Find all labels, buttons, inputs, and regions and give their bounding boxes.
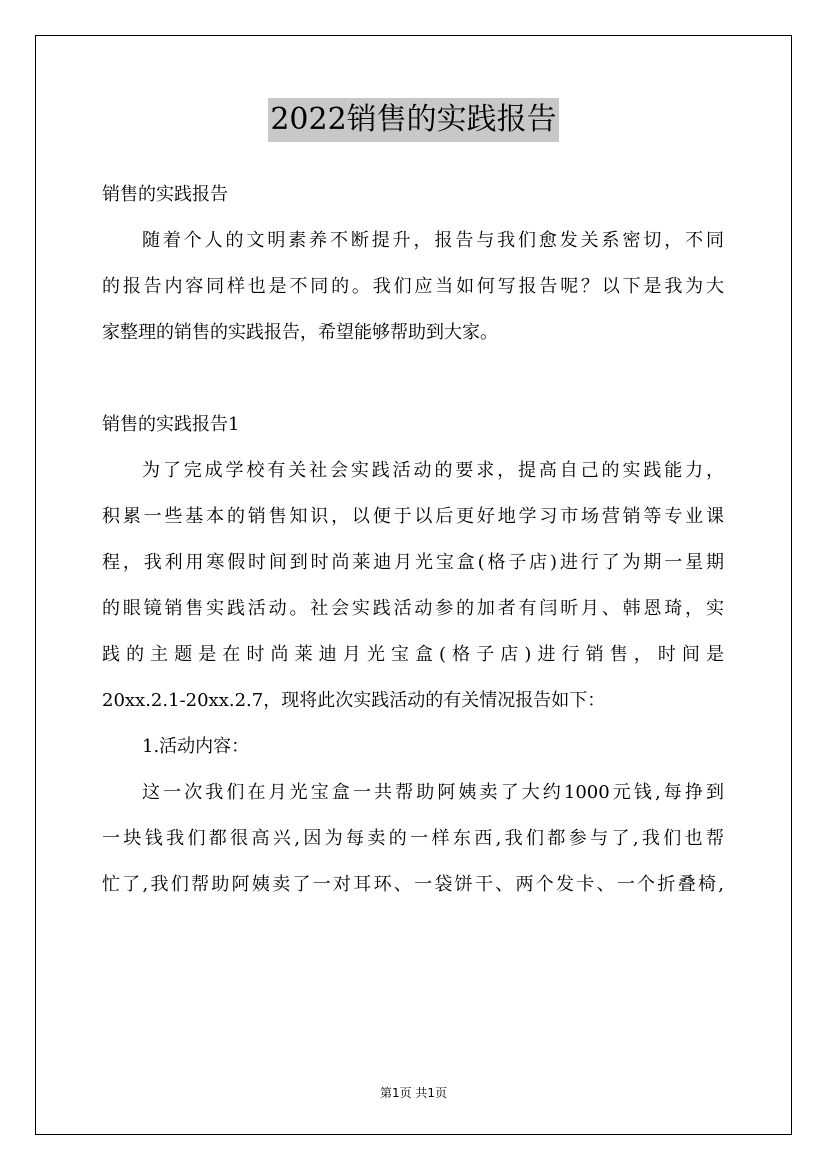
paragraph-line: 忙了,我们帮助阿姨卖了一对耳环、一袋饼干、两个发卡、一个折叠椅, bbox=[102, 874, 724, 895]
paragraph-line: 为了完成学校有关社会实践活动的要求，提高自己的实践能力， bbox=[142, 460, 724, 481]
paragraph-line: 随着个人的文明素养不断提升，报告与我们愈发关系密切，不同 bbox=[142, 230, 724, 251]
title-container bbox=[0, 98, 827, 142]
paragraph-line: 20xx.2.1-20xx.2.7，现将此次实践活动的有关情况报告如下： bbox=[102, 690, 606, 711]
document-body bbox=[102, 172, 724, 908]
paragraph-line: 家整理的销售的实践报告，希望能够帮助到大家。 bbox=[102, 322, 498, 343]
list-heading: 1.活动内容： bbox=[142, 736, 250, 757]
paragraph-line: 这一次我们在月光宝盒一共帮助阿姨卖了大约1000元钱,每挣到 bbox=[142, 782, 724, 803]
paragraph-line: 积累一些基本的销售知识，以便于以后更好地学习市场营销等专业课 bbox=[102, 506, 724, 527]
blank-line bbox=[102, 356, 724, 402]
paragraph-line: 践的主题是在时尚莱迪月光宝盒(格子店)进行销售，时间是 bbox=[102, 644, 724, 665]
paragraph-line: 一块钱我们都很高兴,因为每卖的一样东西,我们都参与了,我们也帮 bbox=[102, 828, 724, 849]
page-footer: 第1页 共1页 bbox=[379, 1086, 448, 1100]
section-heading: 销售的实践报告 bbox=[102, 184, 228, 205]
paragraph-line: 的眼镜销售实践活动。社会实践活动参的加者有闫昕月、韩恩琦，实 bbox=[102, 598, 724, 619]
document-title: 2022销售的实践报告 bbox=[268, 98, 558, 142]
paragraph-line: 程，我利用寒假时间到时尚莱迪月光宝盒(格子店)进行了为期一星期 bbox=[102, 552, 724, 573]
section-heading: 销售的实践报告1 bbox=[102, 414, 240, 435]
paragraph-line: 的报告内容同样也是不同的。我们应当如何写报告呢？以下是我为大 bbox=[102, 276, 724, 297]
